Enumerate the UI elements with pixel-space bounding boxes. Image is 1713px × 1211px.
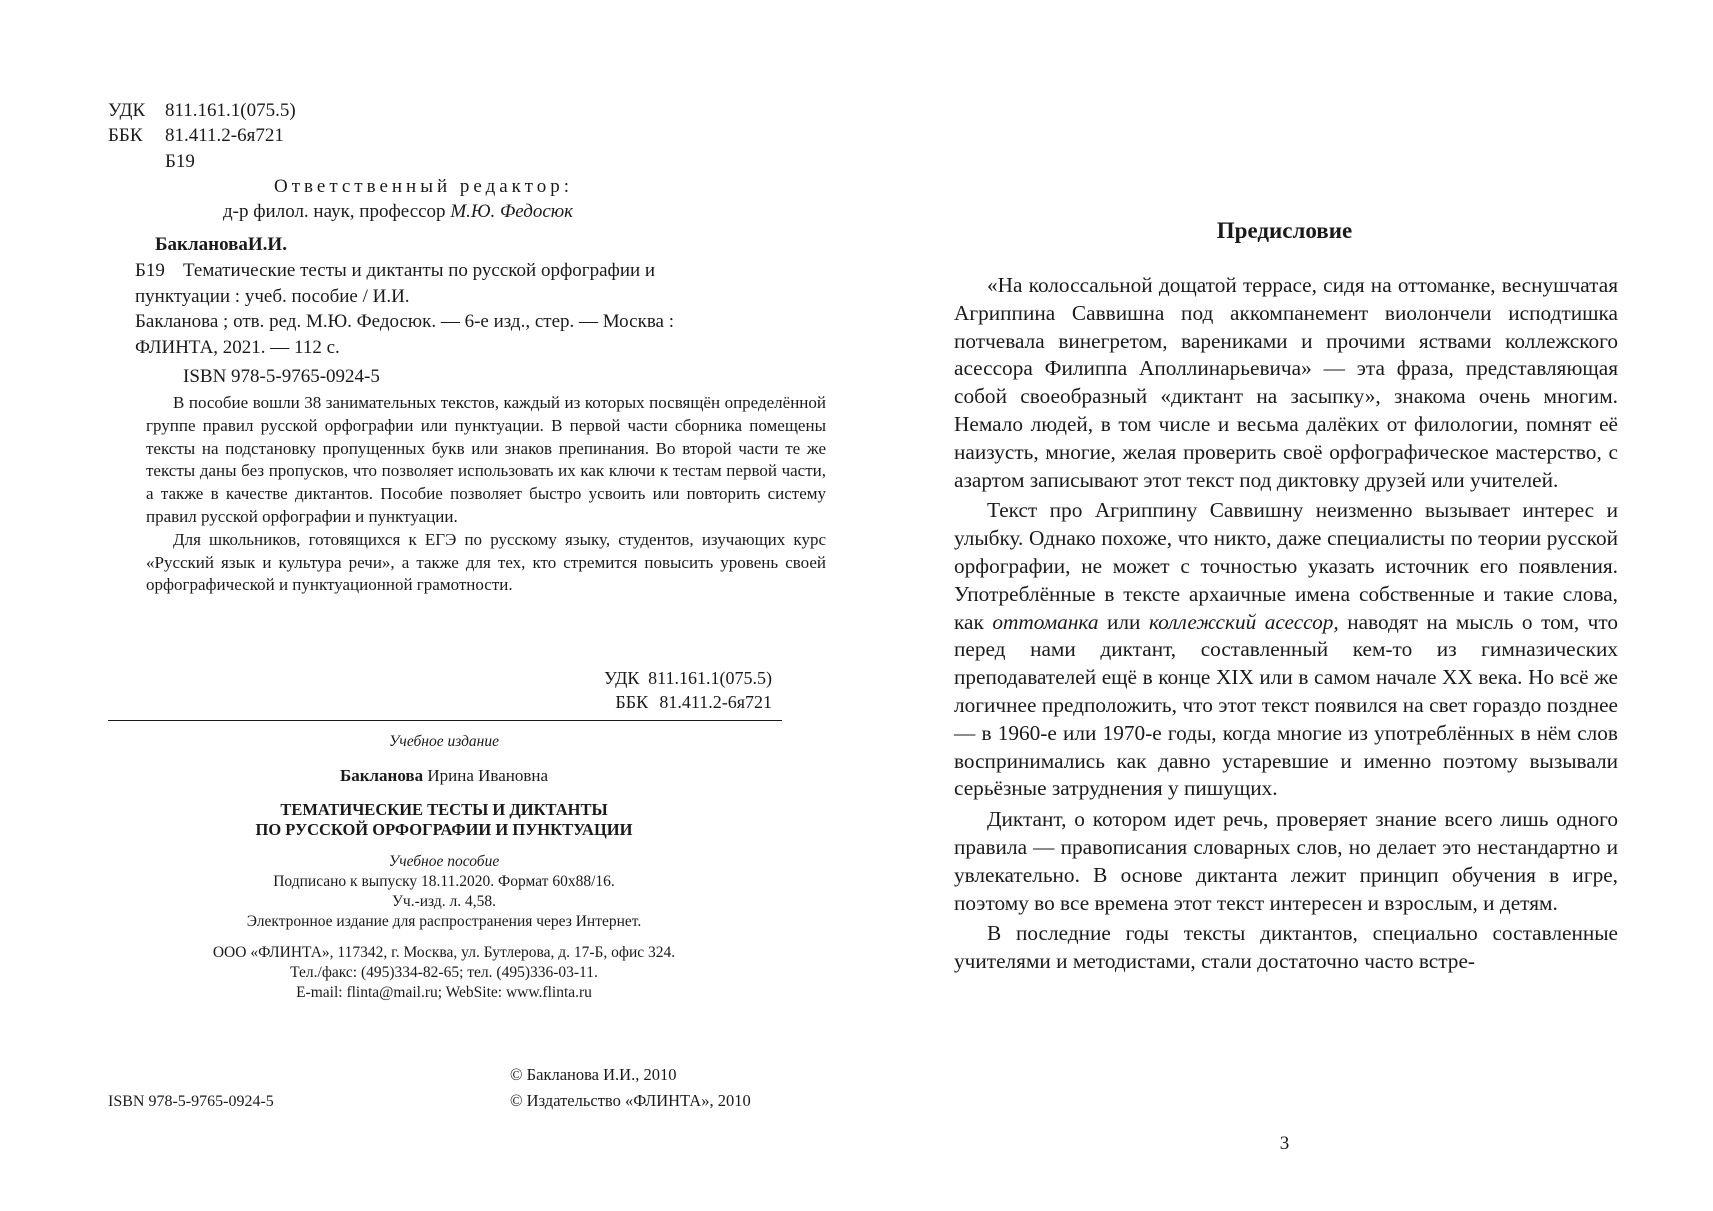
sheets-info: Уч.-изд. л. 4,58. xyxy=(391,893,497,910)
left-page xyxy=(0,0,856,1211)
responsible-editor-name: М.Ю. Федосюк xyxy=(450,201,574,222)
preface-paragraph-1: «На колоссальной дощатой террасе, сидя на оттоманке, веснушчатая Агриппина Саввишна под аккомпанемент виолончели исподтишка потчевала винегретом, варениками и прочими яствами коллежского асессора Филиппа Аполлинарьевича» — эта фраза, представляющая собой своеобразный «диктант на засыпку», знакома очень многим. Немало людей, в том числе и весьма далёких от филологии, помнят её наизусть, многие, желая проверить своё орфографическое мастерство, с азартом записывают этот текст под диктовку друзей или учителей. xyxy=(954,273,1618,492)
preface-paragraph-2: Текст про Агриппину Саввишну неизменно вызывает интерес и улыбку. Однако похоже, что никто, даже специалисты по теории русской орфографии, не может с точностью указать источник его появления. Употреблённые в тексте архаичные имена собственные и такие слова, как оттоманка или коллежский асессор, наводят на мысль о том, что перед нами диктант, составленный кем-то из гимназических преподавателей ещё в конце XIX или в самом начале XX века. Но всё же логичнее предположить, что этот текст появился на свет гораздо позднее — в 1960-е или 1970-е годы, когда многие из употреблённых в нём слов воспринимались как давно устаревшие и именно поэтому вызывали серьёзные затруднения у пишущих. xyxy=(954,498,1619,801)
divider-line xyxy=(108,720,782,721)
author-heading: БаклановаИ.И. xyxy=(155,234,287,255)
page-number: 3 xyxy=(1279,1133,1290,1154)
annotation xyxy=(146,392,826,597)
annotation-paragraph-1: В пособие вошли 38 занимательных текстов, каждый из которых посвящён определённой группе правил русской орфографии или пунктуации. В первой части сборника помещены тексты на подстановку пропущенных букв или знаков препинания. Во второй части те же тексты даны без пропусков, что позволяет использовать их как ключи к тестам первой части, а также в качестве диктантов. Пособие позволяет быстро усвоить или повторить систему правил русской орфографии и пунктуации. xyxy=(146,393,826,526)
preface-paragraph-3: Диктант, о котором идет речь, проверяет знание всего лишь одного правила — правописания словарных слов, но делает это нестандартно и увлекательно. В основе диктанта лежит принцип обучения в игре, поэтому во все времена этот текст интересен и взрослым, и детям. xyxy=(954,807,1618,915)
udk-bottom-value: 811.161.1(075.5) xyxy=(648,668,772,688)
bbk-line xyxy=(108,123,284,148)
biblio-line-3: Бакланова ; отв. ред. М.Ю. Федосюк. — 6-е изд., стер. — Москва : xyxy=(135,311,674,332)
responsible-editor-label: Ответственный редактор: xyxy=(274,176,573,197)
biblio-line-1: Б19 Тематические тесты и диктанты по русской орфографии и xyxy=(135,258,800,284)
copyright-publisher: © Издательство «ФЛИНТА», 2010 xyxy=(510,1091,751,1110)
bbk-bottom-line xyxy=(108,690,772,714)
bottom-isbn: ISBN 978-5-9765-0924-5 xyxy=(108,1093,274,1110)
signed-info: Подписано к выпуску 18.11.2020. Формат 60x88/16. xyxy=(273,873,615,890)
imprint-block xyxy=(108,732,780,1003)
italic-term-2: коллежский асессор, xyxy=(1148,609,1339,634)
imprint-author xyxy=(108,766,780,786)
udk-label: УДК xyxy=(108,100,146,121)
udk-value: 811.161.1(075.5) xyxy=(165,100,296,121)
preface-paragraph-4: В последние годы тексты диктантов, специально составленные учителями и методистами, стали достаточно часто встре- xyxy=(954,921,1618,974)
edition-type: Учебное издание xyxy=(389,733,499,750)
author-mark: Б19 xyxy=(165,151,195,172)
udk-bottom-label: УДК xyxy=(604,668,640,688)
book-title-line-2: ПО РУССКОЙ ОРФОГРАФИИ И ПУНКТУАЦИИ xyxy=(255,820,633,839)
biblio-line-2: пунктуации : учеб. пособие / И.И. xyxy=(135,285,410,307)
bbk-bottom-value: 81.411.2-6я721 xyxy=(659,692,772,712)
bbk-label: ББК xyxy=(108,125,143,146)
right-page xyxy=(856,0,1713,1211)
book-kind: Учебное пособие xyxy=(388,853,500,870)
bbk-value: 81.411.2-6я721 xyxy=(165,125,284,146)
responsible-editor xyxy=(223,199,573,224)
electronic-info: Электронное издание для распространения через Интернет. xyxy=(246,913,642,930)
publisher-phones: Тел./факс: (495)334-82-65; тел. (495)336-03-11. xyxy=(290,964,598,981)
publisher-web: E-mail: flinta@mail.ru; WebSite: www.flinta.ru xyxy=(296,984,592,1001)
book-title-line-1: ТЕМАТИЧЕСКИЕ ТЕСТЫ И ДИКТАНТЫ xyxy=(280,800,608,819)
udk-bottom-line xyxy=(108,666,772,690)
biblio-line-4: ФЛИНТА, 2021. — 112 с. xyxy=(135,336,340,358)
isbn: ISBN 978-5-9765-0924-5 xyxy=(183,366,380,387)
preface-body xyxy=(954,272,1618,979)
udk-line xyxy=(108,98,296,123)
responsible-editor-degree: д-р филол. наук, профессор xyxy=(223,201,446,222)
bbk-bottom-label: ББК xyxy=(615,692,649,712)
bibliographic-record xyxy=(135,258,800,360)
annotation-paragraph-2: Для школьников, готовящихся к ЕГЭ по русскому языку, студентов, изучающих курс «Русский язык и культура речи», а также для тех, кто стремится повысить уровень своей орфографической и пунктуационной грамотности. xyxy=(146,529,826,595)
italic-term-1: оттоманка xyxy=(992,609,1099,634)
author-given-name: Ирина Ивановна xyxy=(427,766,549,785)
copyright-author: © Бакланова И.И., 2010 xyxy=(510,1065,677,1084)
author-surname: Бакланова xyxy=(339,766,424,785)
biblio-code: Б19 xyxy=(135,260,165,281)
publisher-address: ООО «ФЛИНТА», 117342, г. Москва, ул. Бутлерова, д. 17-Б, офис 324. xyxy=(212,944,676,961)
preface-title: Предисловие xyxy=(1216,218,1353,243)
